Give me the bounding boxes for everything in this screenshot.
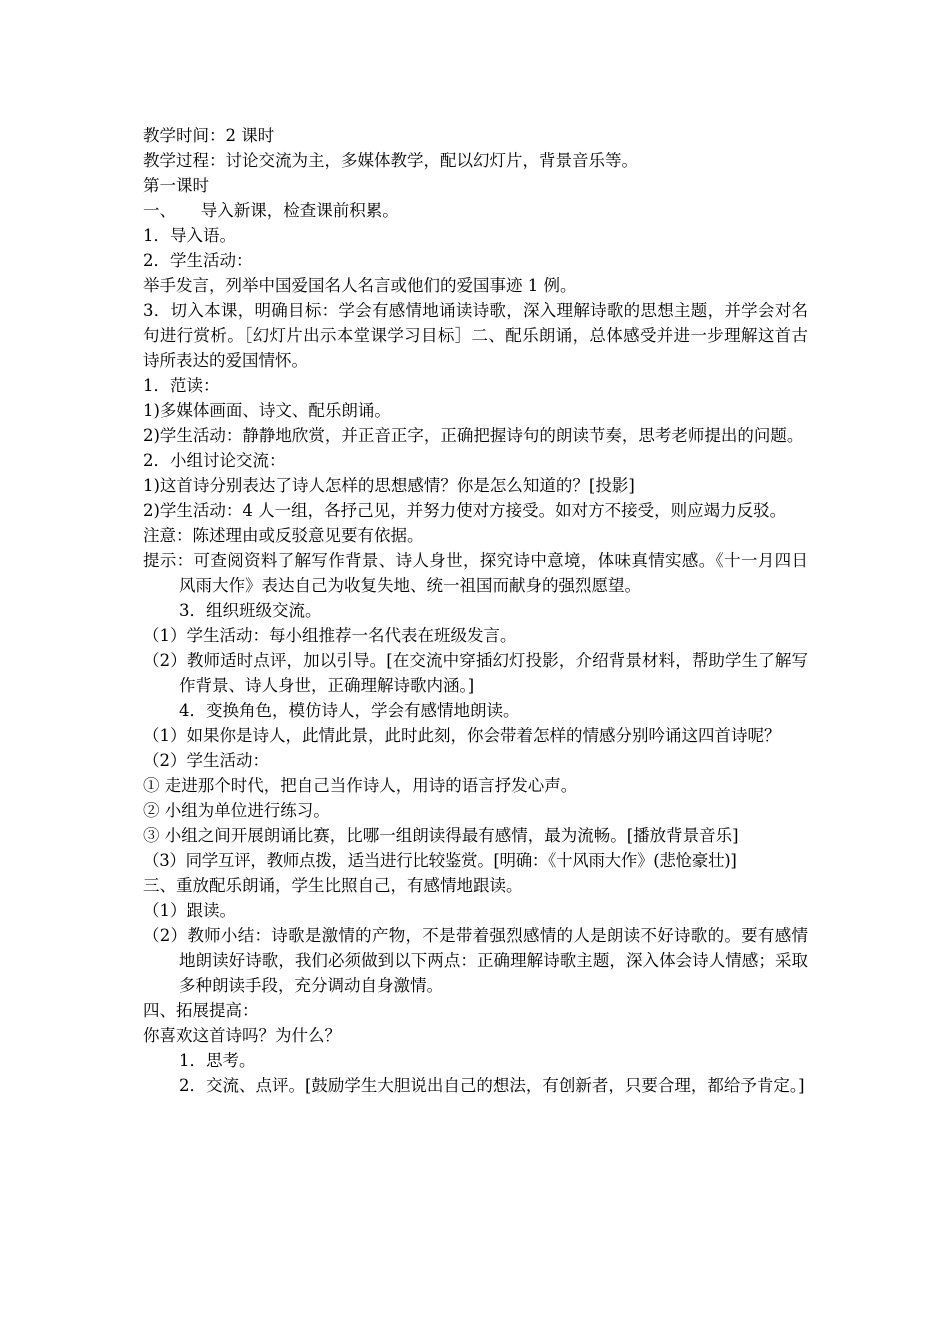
list-item: 2)学生活动：4 人一组，各抒己见，并努力使对方接受。如对方不接受，则应竭力反驳。	[143, 501, 787, 520]
list-item: 1．范读：	[143, 376, 220, 395]
list-item: ③ 小组之间开展朗诵比赛，比哪一组朗读得最有感情，最为流畅。[播放背景音乐]	[143, 826, 739, 845]
list-item: 2．小组讨论交流：	[143, 451, 286, 470]
list-item: （1）跟读。	[143, 901, 236, 920]
section-four-heading: 四、拓展提高：	[143, 1001, 259, 1020]
note: 注意：陈述理由或反驳意见要有依据。	[143, 526, 424, 545]
section-three-heading: 三、重放配乐朗诵，学生比照自己，有感情地跟读。	[143, 876, 523, 895]
list-item: 2．交流、点评。[鼓励学生大胆说出自己的想法，有创新者，只要合理，都给予肯定。]	[179, 1076, 805, 1095]
list-item: （3）同学互评，教师点拨，适当进行比较鉴赏。[明确：《十风雨大作》(悲怆豪壮)]	[143, 851, 737, 870]
teaching-time: 教学时间：2 课时	[143, 126, 275, 145]
list-item: （1）如果你是诗人，此情此景，此时此刻，你会带着怎样的情感分别吟诵这四首诗呢？	[143, 726, 781, 745]
teaching-process: 教学过程：讨论交流为主，多媒体教学，配以幻灯片，背景音乐等。	[143, 151, 638, 170]
list-item: （1）学生活动：每小组推荐一名代表在班级发言。	[143, 626, 517, 645]
list-item: （2）教师小结：诗歌是激情的产物，不是带着强烈感情的人是朗读不好诗歌的。要有感情地朗读好诗歌，我们必须做到以下两点：正确理解诗歌主题，深入体会诗人情感；采取多种朗读手段，充分调动自身激情。	[143, 926, 808, 995]
list-item: 1)多媒体画面、诗文、配乐朗诵。	[143, 401, 391, 420]
list-item: （2）学生活动：	[143, 751, 269, 770]
paragraph: 举手发言，列举中国爱国名人名言或他们的爱国事迹 1 例。	[143, 276, 577, 295]
paragraph: 3．切入本课，明确目标：学会有感情地诵读诗歌，深入理解诗歌的思想主题，并学会对名句进行赏析。［幻灯片出示本堂课学习目标］二、配乐朗诵，总体感受并进一步理解这首古诗所表达的爱国情怀。	[143, 301, 808, 370]
lesson-one-heading: 第一课时	[143, 176, 209, 195]
section-one-heading: 一、 导入新课，检查课前积累。	[143, 201, 399, 220]
list-item: 2．学生活动：	[143, 251, 253, 270]
list-item: 1)这首诗分别表达了诗人怎样的思想感情？你是怎么知道的？[投影]	[143, 476, 635, 495]
document-body	[143, 123, 808, 1098]
list-item: （2）教师适时点评，加以引导。[在交流中穿插幻灯投影，介绍背景材料，帮助学生了解写作背景、诗人身世，正确理解诗歌内涵。]	[143, 651, 808, 695]
list-item: ② 小组为单位进行练习。	[143, 801, 330, 820]
list-item: 2)学生活动：静静地欣赏，并正音正字，正确把握诗句的朗读节奏，思考老师提出的问题。	[143, 426, 804, 445]
list-item: 3．组织班级交流。	[179, 601, 322, 620]
hint: 提示：可查阅资料了解写作背景、诗人身世，探究诗中意境，体味真情实感。《十一月四日风雨大作》表达自己为收复失地、统一祖国而献身的强烈愿望。	[143, 551, 808, 595]
list-item: 1．思考。	[179, 1051, 256, 1070]
list-item: 4．变换角色，模仿诗人，学会有感情地朗读。	[179, 701, 520, 720]
list-item: ① 走进那个时代，把自己当作诗人，用诗的语言抒发心声。	[143, 776, 578, 795]
paragraph: 你喜欢这首诗吗？为什么？	[143, 1026, 341, 1045]
list-item: 1．导入语。	[143, 226, 236, 245]
